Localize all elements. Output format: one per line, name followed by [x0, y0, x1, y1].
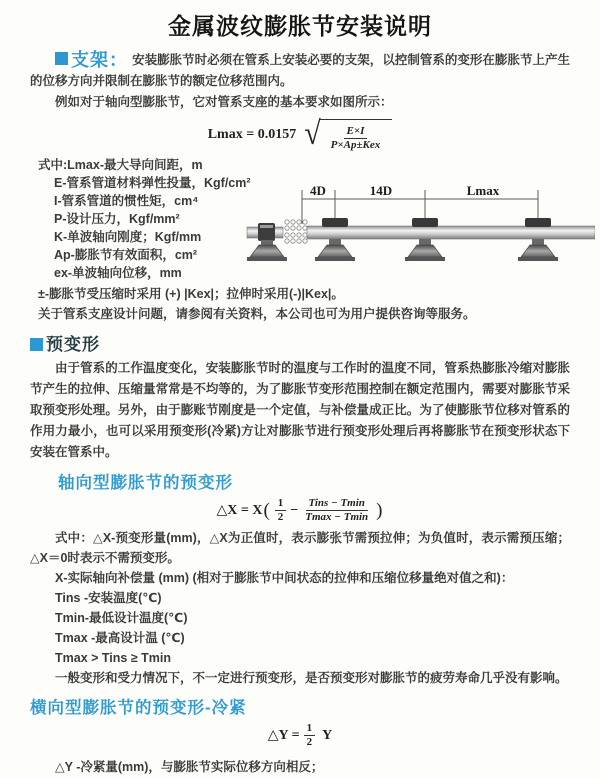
radical-sign: √ — [304, 114, 321, 152]
lateral-formula-lhs: △Y = — [267, 728, 300, 743]
axial-note: Tmax -最高设计温 (℃) — [55, 631, 185, 645]
axial-note: Tmax > Tins ≥ Tmin — [55, 651, 172, 665]
blue-square-icon — [30, 338, 43, 351]
lmax-numerator: E×I — [344, 125, 368, 139]
axial-formula-lhs: △X = X — [216, 503, 263, 518]
lateral-formula-rhs: Y — [319, 727, 333, 743]
predeform-paragraph: 由于管系的工作温度变化，安装膨胀节时的温度与工作时的温度不同，管系热膨胀冷缩对膨胀节产生的拉伸、压缩量常常是不均等的，为了膨胀节变形范围控制在额定范围内，需要对膨胀节采取预变形处理。另外，由于膨账节刚度是一个定值，与补偿量成正比。为了使膨胀节位移对管系的作用力最小，也可以采用预变形(冷紧)方让对膨胀节进行预变形处理后再将膨胀节在预变形状态下安装在管系中。 — [30, 361, 570, 459]
def-line: 式中:Lmax-最大导向间距，m — [38, 158, 203, 172]
lmax-formula-lhs: Lmax = 0.0157 — [207, 126, 297, 142]
lmax-fraction — [328, 125, 384, 152]
support-body-text: 安装膨胀节时必须在管系上安装必要的支架，以控制管系的变形在膨胀节上产生的位移方向并限制在膨胀节的额定位移范围内。 — [30, 53, 570, 88]
axial-note: 式中：△X-预变形量(mm)，△X为正值时，表示膨张节需预拉伸；为负值时，表示需预压缩；△X＝0时表示不需预变形。 — [30, 531, 570, 565]
half-fraction — [304, 722, 316, 749]
open-paren: ( — [263, 499, 270, 521]
support-heading-label: 支架： — [71, 50, 129, 70]
main-pipe — [307, 226, 595, 239]
bellows-icon — [285, 220, 307, 243]
axial-notes — [30, 528, 570, 688]
minus-sign: − — [290, 502, 299, 518]
support-section-heading — [55, 50, 132, 70]
definitions-and-diagram — [30, 156, 570, 284]
lateral-subheading: 横向型膨胀节的预变形-冷紧 — [30, 699, 247, 717]
axial-formula — [30, 497, 570, 524]
def-line: K-单波轴向刚度；Kgf/mm — [54, 230, 202, 244]
pipe-support-diagram — [245, 182, 595, 284]
lmax-radicand — [319, 119, 393, 152]
close-paren: ) — [376, 499, 383, 521]
support-paragraph — [30, 50, 570, 92]
service-note: 关于管系支座设计问题，请参阅有关资料，本公司也可为用户提供咨询等服务。 — [38, 307, 476, 321]
def-line: ex-单波轴向位移，mm — [54, 266, 182, 280]
def-line: P-设计压力，Kgf/mm² — [54, 212, 180, 226]
support-example-line: 例如对于轴向型膨胀节，它对管系支座的基本要求如图所示： — [55, 95, 393, 109]
temperature-fraction — [302, 497, 371, 524]
plus-minus-note: ±-膨胀节受压缩时采用 (+) |Kex|；拉伸时采用(-)|Kex|。 — [38, 287, 344, 301]
axial-note: X-实际轴向补偿量 (mm) (相对于膨胀节中间状态的拉伸和压缩位移量绝对值之和)： — [55, 571, 514, 585]
half-numerator: 1 — [304, 722, 316, 736]
predeform-section-heading — [30, 330, 570, 355]
def-line: E-管系管道材料弹性投量，Kgf/cm² — [54, 176, 251, 190]
dim-label-14d: 14D — [369, 183, 393, 198]
temp-numerator: Tins − Tmin — [306, 497, 368, 511]
half-denominator: 2 — [277, 511, 284, 523]
half-numerator: 1 — [275, 497, 287, 511]
lateral-formula — [30, 722, 570, 749]
lmax-formula — [30, 114, 570, 152]
axial-note: Tins -安装温度(℃) — [55, 591, 162, 605]
dim-label-lmax: Lmax — [466, 183, 500, 198]
lmax-denominator: P×Ap±Kex — [330, 139, 381, 151]
def-line: I-管系管道的惯性矩，cm⁴ — [54, 194, 199, 208]
blue-square-icon — [55, 52, 68, 65]
lateral-note: △Y -冷紧量(mm)，与膨胀节实际位移方向相反； — [55, 760, 324, 774]
half-fraction — [275, 497, 287, 524]
page-title: 金属波纹膨胀节安装说明 — [168, 13, 432, 39]
temp-denominator: Tmax − Tmin — [305, 511, 369, 523]
axial-note: 一般变形和受力情况下，不一定进行预变形，是否预变形对膨胀节的疲劳寿命几乎没有影响。 — [55, 671, 568, 685]
dim-label-4d: 4D — [310, 183, 326, 198]
document-page — [0, 12, 600, 778]
axial-subheading: 轴向型膨胀节的预变形 — [58, 474, 233, 492]
axial-note: Tmin-最低设计温度(℃) — [55, 611, 188, 625]
def-line: Ap-膨胀节有效面积，cm² — [54, 248, 198, 262]
half-denominator: 2 — [306, 736, 313, 748]
predeform-heading-label: 预变形 — [46, 335, 100, 354]
